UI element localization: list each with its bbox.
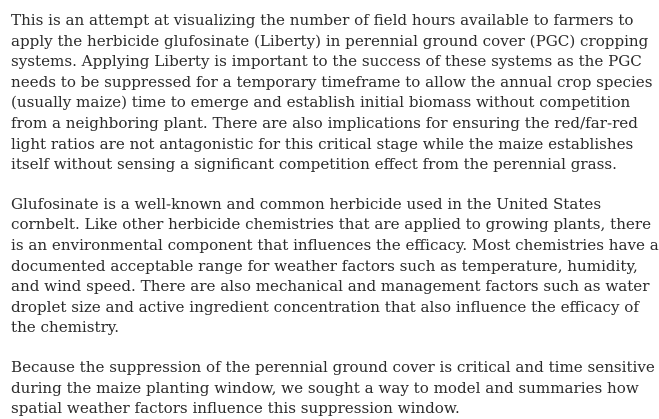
text-line: is an environmental component that influences the efficacy. Most chemistries have a: [11, 235, 659, 254]
text-line: systems. Applying Liberty is important to the success of these systems as the PGC: [11, 52, 642, 71]
text-line: apply the herbicide glufosinate (Liberty) in perennial ground cover (PGC) cropping: [11, 31, 649, 50]
paragraph-intro: [11, 10, 653, 175]
paragraph-glufosinate: [11, 194, 659, 338]
text-line: and wind speed. There are also mechanical and management factors such as water: [11, 277, 650, 296]
text-line: the chemistry.: [11, 318, 120, 337]
text-line: during the maize planting window, we sought a way to model and summaries how: [11, 378, 639, 397]
text-line: This is an attempt at visualizing the number of field hours available to farmers to: [11, 11, 634, 29]
text-line: droplet size and active ingredient concentration that also influence the efficacy of: [11, 297, 639, 316]
text-line: from a neighboring plant. There are also implications for ensuring the red/far-red: [11, 113, 638, 132]
text-line: Because the suppression of the perennial ground cover is critical and time sensitive: [11, 357, 655, 376]
text-line: spatial weather factors influence this suppression window.: [11, 399, 460, 418]
text-line: needs to be suppressed for a temporary timeframe to allow the annual crop species: [11, 72, 653, 91]
text-line: documented acceptable range for weather factors such as temperature, humidity,: [11, 256, 638, 275]
text-line: light ratios are not antagonistic for this critical stage while the maize establishes: [11, 134, 634, 153]
text-line: itself without sensing a significant competition effect from the perennial grass.: [11, 155, 617, 174]
paragraph-suppression: [11, 357, 655, 419]
text-line: (usually maize) time to emerge and establish initial biomass without competition: [11, 93, 631, 112]
text-line: cornbelt. Like other herbicide chemistries that are applied to growing plants, there: [11, 215, 652, 234]
text-line: Glufosinate is a well-known and common herbicide used in the United States: [11, 194, 602, 213]
